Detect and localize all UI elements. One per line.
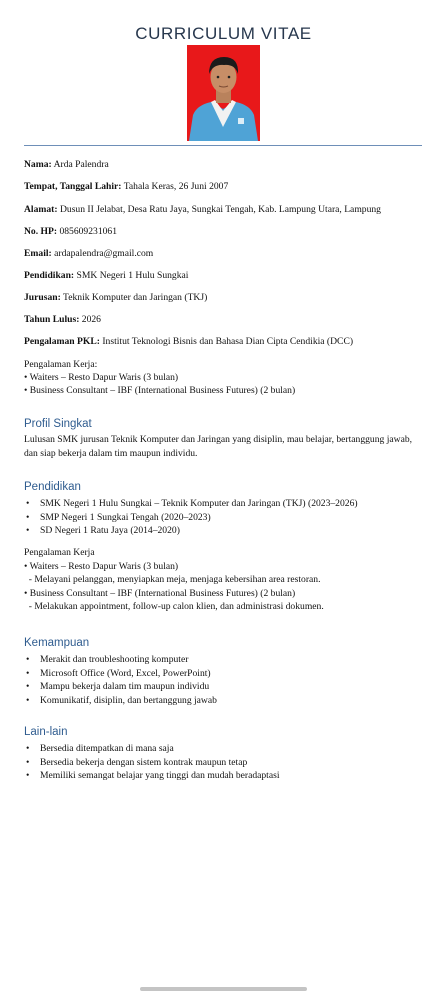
field-nama: Nama: Arda Palendra	[24, 159, 109, 170]
section-heading-kemampuan: Kemampuan	[24, 637, 90, 649]
profil-text: Lulusan SMK jurusan Teknik Komputer dan Jaringan yang disiplin, mau belajar, bertanggung jawab, dan siap bekerja dalam tim maupun individu.	[24, 434, 413, 459]
list-item: • Mampu bekerja dalam tim maupun individu	[24, 680, 217, 694]
list-item: • Memiliki semangat belajar yang tinggi dan mudah beradaptasi	[24, 769, 280, 783]
experience-line: • Business Consultant – IBF (International Business Futures) (2 bulan)	[24, 385, 296, 396]
section-heading-lainlain: Lain-lain	[24, 726, 68, 738]
experience-line: • Waiters – Resto Dapur Waris (3 bulan)	[24, 372, 179, 383]
page-title: CURRICULUM VITAE	[135, 24, 312, 43]
experience-heading: Pengalaman Kerja:	[24, 359, 98, 370]
field-tahun-lulus: Tahun Lulus: 2026	[24, 314, 101, 325]
work-line: • Business Consultant – IBF (International Business Futures) (2 bulan)	[24, 588, 296, 599]
list-item: • SMP Negeri 1 Sungkai Tengah (2020–2023)	[24, 511, 358, 525]
section-heading-profil: Profil Singkat	[24, 418, 92, 430]
list-item: • Komunikatif, disiplin, dan bertanggung jawab	[24, 694, 217, 708]
field-pkl: Pengalaman PKL: Institut Teknologi Bisnis dan Bahasa Dian Cipta Cendikia (DCC)	[24, 336, 354, 347]
list-item: • Bersedia bekerja dengan sistem kontrak maupun tetap	[24, 756, 280, 770]
field-pendidikan: Pendidikan: SMK Negeri 1 Hulu Sungkai	[24, 270, 189, 281]
work-line: - Melakukan appointment, follow-up calon klien, dan administrasi dokumen.	[24, 601, 324, 612]
field-ttl: Tempat, Tanggal Lahir: Tahala Keras, 26 Juni 2007	[24, 181, 229, 192]
field-jurusan: Jurusan: Teknik Komputer dan Jaringan (TKJ)	[24, 292, 208, 303]
kemampuan-list	[24, 653, 217, 707]
home-indicator-bar[interactable]	[140, 987, 307, 991]
list-item: • SD Negeri 1 Ratu Jaya (2014–2020)	[24, 524, 358, 538]
section-heading-pendidikan: Pendidikan	[24, 481, 81, 493]
work-line: - Melayani pelanggan, menyiapkan meja, menjaga kebersihan area restoran.	[24, 574, 321, 585]
field-hp: No. HP: 085609231061	[24, 226, 118, 237]
list-item: • Bersedia ditempatkan di mana saja	[24, 742, 280, 756]
pendidikan-list	[24, 497, 358, 538]
list-item: • SMK Negeri 1 Hulu Sungkai – Teknik Komputer dan Jaringan (TKJ) (2023–2026)	[24, 497, 358, 511]
list-item: • Microsoft Office (Word, Excel, PowerPoint)	[24, 667, 217, 681]
work-heading: Pengalaman Kerja	[24, 547, 95, 558]
work-line: • Waiters – Resto Dapur Waris (3 bulan)	[24, 561, 179, 572]
lainlain-list	[24, 742, 280, 783]
field-email: Email: ardapalendra@gmail.com	[24, 248, 154, 259]
list-item: • Merakit dan troubleshooting komputer	[24, 653, 217, 667]
field-alamat: Alamat: Dusun II Jelabat, Desa Ratu Jaya, Sungkai Tengah, Kab. Lampung Utara, Lampung	[24, 204, 381, 215]
header-divider	[24, 145, 422, 146]
profile-photo	[187, 45, 260, 141]
